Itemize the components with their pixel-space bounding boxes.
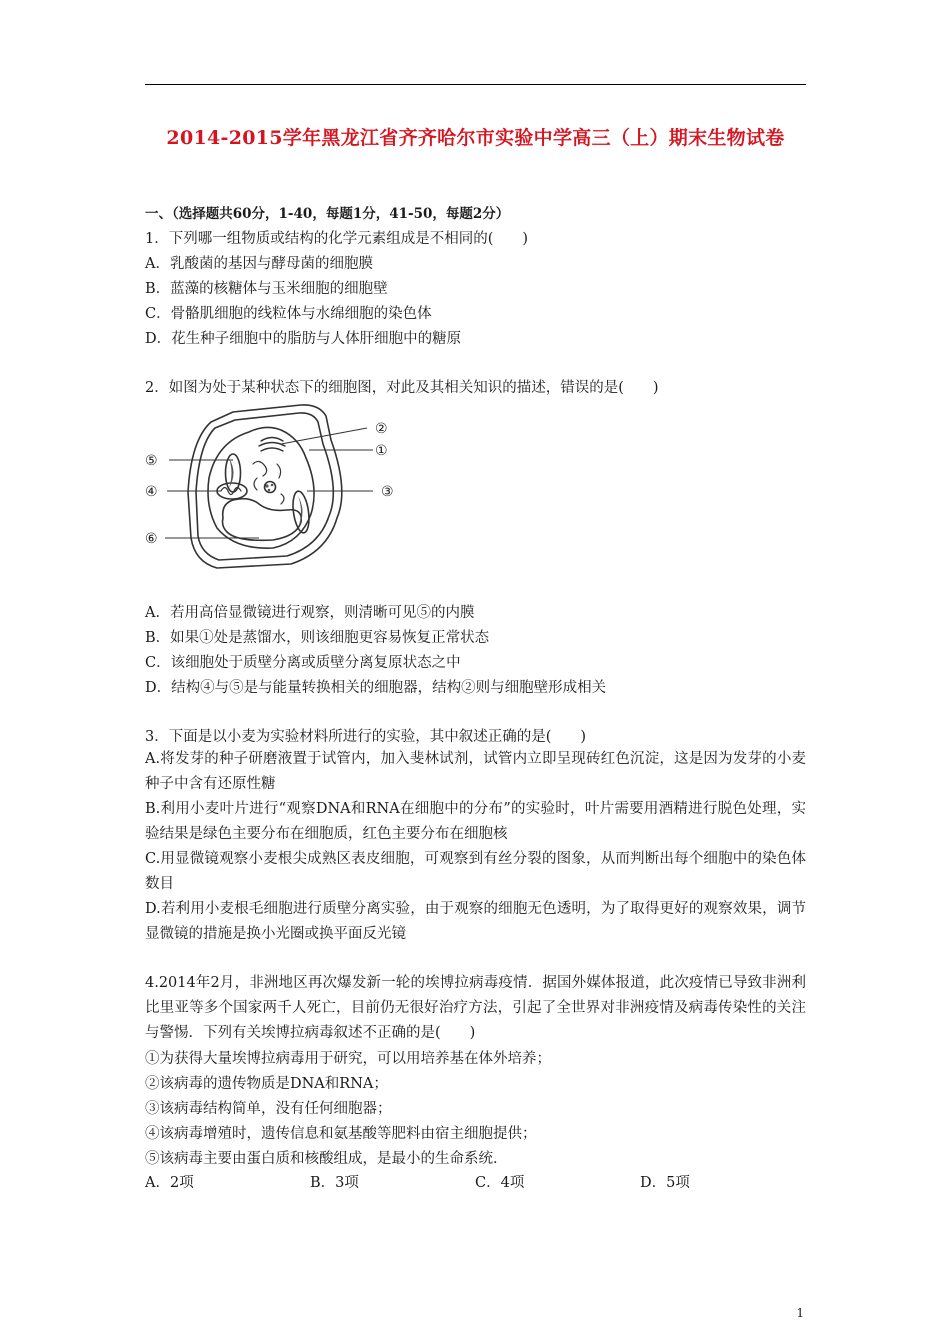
section-heading: 一、（选择题共60分，1-40，每题1分，41-50，每题2分） (145, 206, 510, 222)
q1-option-c: C．骨骼肌细胞的线粒体与水绵细胞的染色体 (145, 306, 432, 322)
q3-option-b: B.利用小麦叶片进行“观察DNA和RNA在细胞中的分布”的实验时，叶片需要用酒精进行脱色处理，实验结果是绿色主要分布在细胞质，红色主要分布在细胞核 (145, 801, 806, 842)
q2-option-c: C．该细胞处于质壁分离或质壁分离复原状态之中 (145, 655, 461, 671)
q3-option-a: A.将发芽的种子研磨液置于试管内，加入斐林试剂，试管内立即呈现砖红色沉淀，这是因为发芽的小麦种子中含有还原性糖 (145, 751, 806, 792)
label-6: ⑥ (145, 531, 158, 547)
q2-option-b: B．如果①处是蒸馏水，则该细胞更容易恢复正常状态 (145, 630, 490, 646)
label-2: ② (375, 421, 388, 437)
label-3: ③ (381, 484, 394, 500)
q2-option-d: D．结构④与⑤是与能量转换相关的细胞器，结构②则与细胞壁形成相关 (145, 680, 607, 696)
cell-diagram (141, 400, 411, 572)
q4-statement-3: ③该病毒结构简单，没有任何细胞器； (145, 1101, 392, 1117)
q4-statement-1: ①为获得大量埃博拉病毒用于研究，可以用培养基在体外培养； (145, 1051, 551, 1067)
vacuole-outline (223, 499, 302, 541)
q4-statement-2: ②该病毒的遗传物质是DNA和RNA； (145, 1076, 388, 1092)
q3-option-d: D.若利用小麦根毛细胞进行质壁分离实验，由于观察的细胞无色透明，为了取得更好的观察效果，调节显微镜的措施是换小光圈或换平面反光镜 (145, 901, 806, 942)
q4-option-d: D．5项 (640, 1175, 690, 1191)
q4-statement-4: ④该病毒增殖时，遗传信息和氨基酸等肥料由宿主细胞提供； (145, 1126, 537, 1142)
header-rule (145, 84, 806, 85)
q4-option-c: C．4项 (475, 1175, 525, 1191)
q4-option-b: B．3项 (310, 1175, 359, 1191)
endoplasmic-reticulum (253, 461, 284, 504)
q1-option-b: B．蓝藻的核糖体与玉米细胞的细胞壁 (145, 281, 388, 297)
q1-option-d: D．花生种子细胞中的脂肪与人体肝细胞中的糖原 (145, 331, 462, 347)
q2-option-a: A．若用高倍显微镜进行观察，则清晰可见⑤的内膜 (145, 605, 475, 621)
q4-statement-5: ⑤该病毒主要由蛋白质和核酸组成，是最小的生命系统． (145, 1151, 508, 1167)
label-1: ① (375, 443, 388, 459)
q3-stem: 3．下面是以小麦为实验材料所进行的实验，其中叙述正确的是( ) (145, 729, 587, 745)
q3-option-c: C.用显微镜观察小麦根尖成熟区表皮细胞，可观察到有丝分裂的图象，从而判断出每个细胞中的染色体数目 (145, 851, 806, 892)
page-title: 2014-2015学年黑龙江省齐齐哈尔市实验中学高三（上）期末生物试卷 (166, 127, 785, 149)
q1-stem: 1．下列哪一组物质或结构的化学元素组成是不相同的( ) (145, 231, 529, 247)
page-number: 1 (796, 1306, 804, 1320)
q1-option-a: A．乳酸菌的基因与酵母菌的细胞膜 (145, 256, 373, 272)
label-4: ④ (145, 484, 158, 500)
q4-stem: 4.2014年2月，非洲地区再次爆发新一轮的埃博拉病毒疫情．据国外媒体报道，此次疫情已导致非洲利比里亚等多个国家两千人死亡，目前仍无很好治疗方法，引起了全世界对非洲疫情及病毒传染性的关注与警惕．下列有关埃博拉病毒叙述不正确的是( ) (145, 975, 806, 1041)
label-5: ⑤ (145, 453, 158, 469)
q4-option-a: A．2项 (145, 1175, 194, 1191)
q2-stem: 2．如图为处于某种状态下的细胞图，对此及其相关知识的描述，错误的是( ) (145, 380, 659, 396)
